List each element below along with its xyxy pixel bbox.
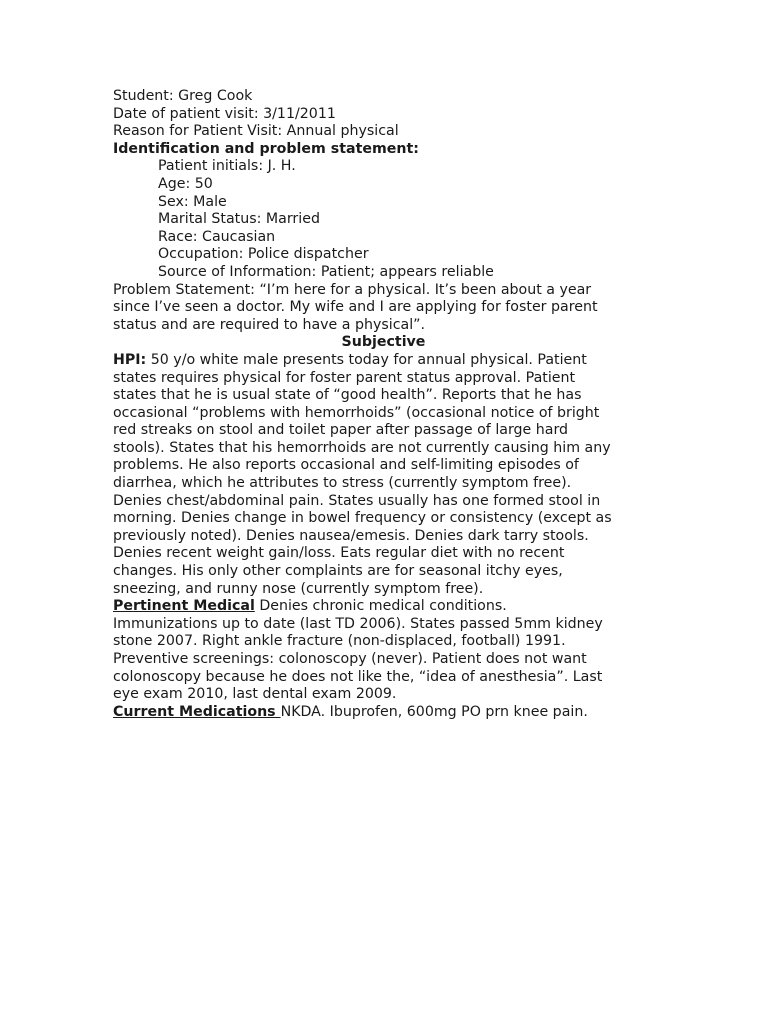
pertinent-medical-line: eye exam 2010, last dental exam 2009. [113,686,397,703]
identification-list [113,158,673,281]
pertinent-medical-line: Denies chronic medical conditions. [254,598,507,615]
hpi-line: states requires physical for foster parent status approval. Patient [113,369,576,386]
hpi-line: morning. Denies change in bowel frequency or consistency (except as [113,510,612,527]
hpi-line: previously noted). Denies nausea/emesis. Denies dark tarry stools. [113,527,589,544]
pertinent-medical-label: Pertinent Medical [113,598,255,615]
patient-race: Race: Caucasian [158,228,276,245]
document-page [113,88,673,721]
current-medications-label: Current Medications [113,703,281,720]
pertinent-medical-section [113,598,673,704]
current-medications-section [113,704,673,722]
hpi-label: HPI: [113,351,147,368]
marital-status: Marital Status: Married [158,211,320,228]
visit-date: Date of patient visit: 3/11/2011 [113,105,336,122]
patient-initials: Patient initials: J. H. [158,158,296,175]
patient-age: Age: 50 [158,175,213,192]
problem-statement-line: Problem Statement: “I’m here for a physical. It’s been about a year [113,281,592,298]
patient-sex: Sex: Male [158,193,227,210]
hpi-line: stools). States that his hemorrhoids are not currently causing him any [113,439,611,456]
pertinent-medical-line: Immunizations up to date (last TD 2006). States passed 5mm kidney [113,615,603,632]
hpi-line: sneezing, and runny nose (currently symptom free). [113,580,484,597]
problem-statement-line: status and are required to have a physical”. [113,316,426,333]
patient-occupation: Occupation: Police dispatcher [158,246,369,263]
information-source: Source of Information: Patient; appears reliable [158,263,494,280]
hpi-line: changes. His only other complaints are for seasonal itchy eyes, [113,563,563,580]
problem-statement [113,282,673,335]
hpi-line: diarrhea, which he attributes to stress (currently symptom free). [113,475,572,492]
hpi-section [113,352,673,598]
hpi-line: problems. He also reports occasional and self-limiting episodes of [113,457,579,474]
visit-reason: Reason for Patient Visit: Annual physical [113,123,399,140]
current-medications-text: NKDA. Ibuprofen, 600mg PO prn knee pain. [280,703,588,720]
pertinent-medical-line: colonoscopy because he does not like the, “idea of anesthesia”. Last [113,668,603,685]
hpi-line: 50 y/o white male presents today for annual physical. Patient [146,351,587,368]
pertinent-medical-line: Preventive screenings: colonoscopy (never). Patient does not want [113,651,587,667]
identification-heading: Identification and problem statement: [113,140,419,157]
pertinent-medical-line: stone 2007. Right ankle fracture (non-displaced, football) 1991. [113,633,566,650]
student-name: Student: Greg Cook [113,88,253,104]
hpi-line: occasional “problems with hemorrhoids” (occasional notice of bright [113,404,600,421]
hpi-line: Denies recent weight gain/loss. Eats regular diet with no recent [113,545,565,562]
hpi-line: red streaks on stool and toilet paper after passage of large hard [113,422,569,439]
problem-statement-line: since I’ve seen a doctor. My wife and I are applying for foster parent [113,299,598,316]
hpi-line: Denies chest/abdominal pain. States usually has one formed stool in [113,492,601,509]
subjective-heading: Subjective [341,334,426,351]
hpi-line: states that he is usual state of “good health”. Reports that he has [113,387,582,404]
